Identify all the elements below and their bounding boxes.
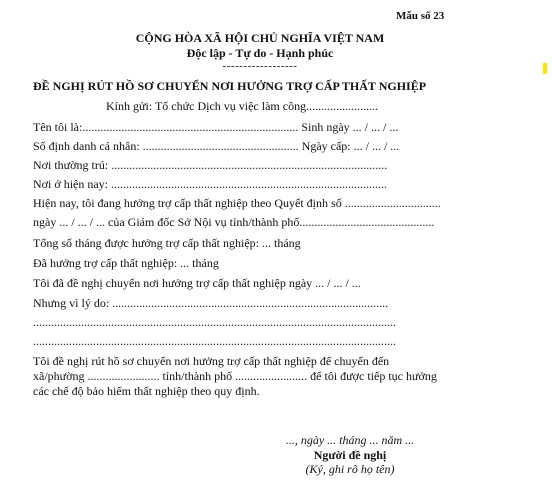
withdraw-line-3: các chế độ bảo hiểm thất nghiệp theo quy định. xyxy=(33,384,260,398)
addressee-line: Kính gửi: Tổ chức Dịch vụ việc làm công........................ xyxy=(106,99,379,113)
motto-separator: ------------------ xyxy=(222,60,298,72)
highlight-marker xyxy=(543,63,547,74)
decision-line-2: ngày ... / ... / ... của Giám đốc Sở Nội vụ tỉnh/thành phố............................................. xyxy=(33,215,435,229)
withdraw-line-1: Tôi đề nghị rút hồ sơ chuyển nơi hưởng trợ cấp thất nghiệp để chuyển đến xyxy=(33,354,390,368)
national-motto: Độc lập - Tự do - Hạnh phúc xyxy=(186,46,334,60)
national-title: CỘNG HÒA XÃ HỘI CHỦ NGHĨA VIỆT NAM xyxy=(135,31,385,45)
withdraw-line-2: xã/phường ........................ tỉnh/thành phố ........................ để tôi được tiếp tục hưởng xyxy=(33,369,437,383)
form-number: Mẫu số 23 xyxy=(396,10,445,22)
document-title: ĐỀ NGHỊ RÚT HỒ SƠ CHUYỂN NƠI HƯỞNG TRỢ CẤP THẤT NGHIỆP xyxy=(33,79,427,93)
reason-line: Nhưng vì lý do: ............................................................................................ xyxy=(33,296,389,310)
received-months-line: Đã hưởng trợ cấp thất nghiệp: ... tháng xyxy=(33,256,219,270)
residence-line: Nơi thường trú: ............................................................................................ xyxy=(33,158,388,172)
reason-dots-2: ......................................................................................................................... xyxy=(33,334,396,348)
signature-note: (Ký, ghi rõ họ tên) xyxy=(305,462,395,476)
name-line: Tên tôi là:........................................................................ Sinh ngày ... / ... / ... xyxy=(33,120,399,134)
signature-date: ..., ngày ... tháng ... năm ... xyxy=(285,433,415,447)
total-months-line: Tổng số tháng được hưởng trợ cấp thất nghiệp: ... tháng xyxy=(33,236,301,250)
decision-line-1: Hiện nay, tôi đang hưởng trợ cấp thất nghiệp theo Quyết định số ................................ xyxy=(33,196,441,210)
signature-role: Người đề nghị xyxy=(313,448,387,462)
id-number-line: Số định danh cá nhân: .................................................... Ngày cấp: ... / ... / ... xyxy=(33,139,400,153)
reason-dots-1: ......................................................................................................................... xyxy=(33,315,396,329)
current-address-line: Nơi ở hiện nay: ............................................................................................ xyxy=(33,177,388,191)
transfer-request-line: Tôi đã đề nghị chuyển nơi hưởng trợ cấp thất nghiệp ngày ... / ... / ... xyxy=(33,276,361,290)
